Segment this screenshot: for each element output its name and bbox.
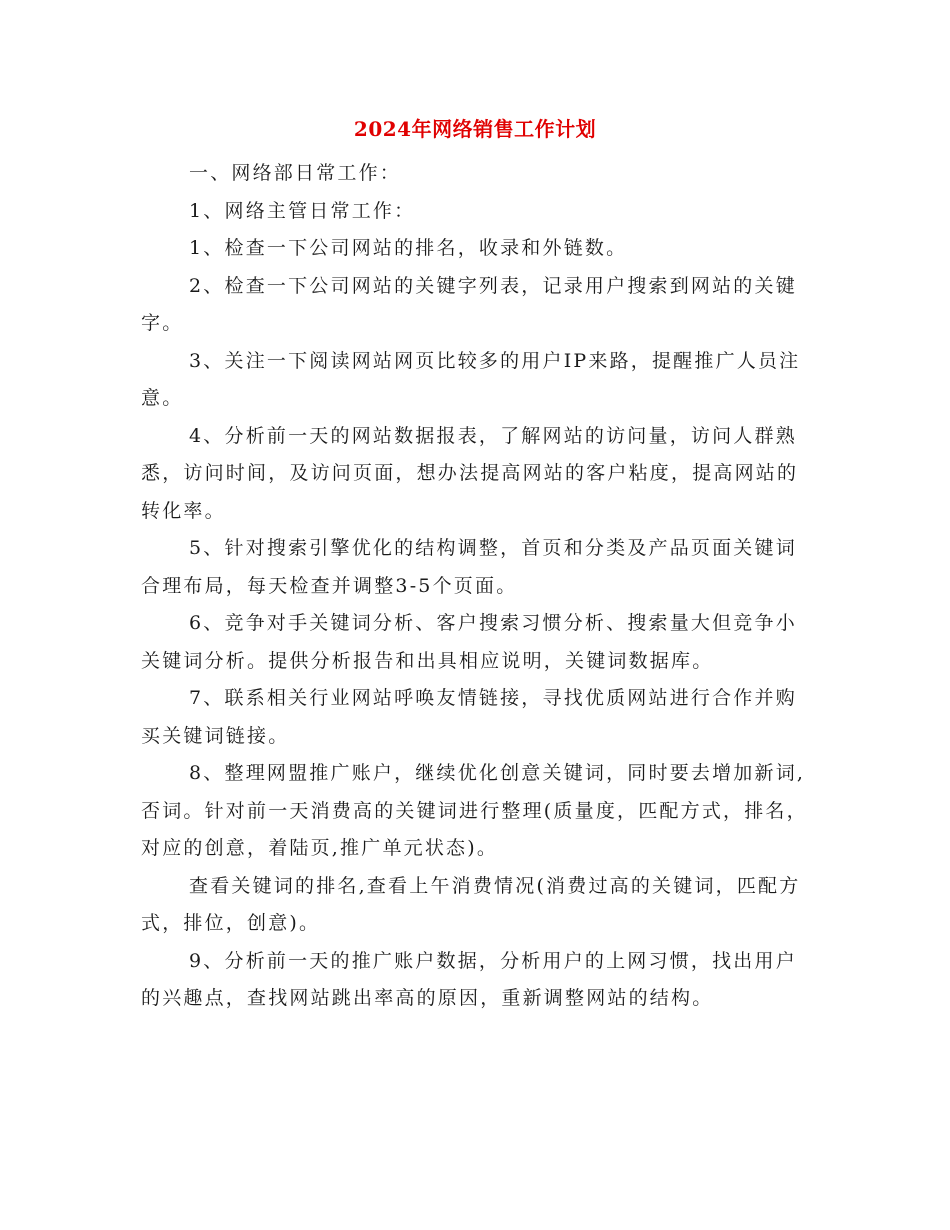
paragraph: 2、检查一下公司网站的关键字列表，记录用户搜索到网站的关键字。 xyxy=(141,274,797,334)
section-heading: 一、网络部日常工作： xyxy=(189,162,402,184)
paragraph: 5、针对搜索引擎优化的结构调整，首页和分类及产品页面关键词合理布局，每天检查并调整3-5个页面。 xyxy=(141,537,797,597)
paragraph: 查看关键词的排名,查看上午消费情况(消费过高的关键词，匹配方式，排位，创意)。 xyxy=(141,874,801,934)
paragraph: 9、分析前一天的推广账户数据，分析用户的上网习惯，找出用户的兴趣点，查找网站跳出率高的原因，重新调整网站的结构。 xyxy=(141,949,797,1009)
paragraph: 7、联系相关行业网站呼唤友情链接，寻找优质网站进行合作并购买关键词链接。 xyxy=(141,687,797,747)
document-body xyxy=(141,155,811,1018)
paragraph: 8、整理网盟推广账户，继续优化创意关键词，同时要去增加新词,否词。针对前一天消费高的关键词进行整理(质量度，匹配方式，排名，对应的创意，着陆页,推广单元状态)。 xyxy=(141,762,808,859)
paragraph: 3、关注一下阅读网站网页比较多的用户IP来路，提醒推广人员注意。 xyxy=(141,349,801,409)
paragraph: 6、竞争对手关键词分析、客户搜索习惯分析、搜索量大但竞争小关键词分析。提供分析报告和出具相应说明，关键词数据库。 xyxy=(141,612,797,672)
document-title: 2024年网络销售工作计划 xyxy=(353,117,597,141)
subsection-heading: 1、网络主管日常工作： xyxy=(189,199,416,222)
paragraph: 1、检查一下公司网站的排名，收录和外链数。 xyxy=(189,237,628,259)
paragraph: 4、分析前一天的网站数据报表，了解网站的访问量，访问人群熟悉，访问时间，及访问页面，想办法提高网站的客户粘度，提高网站的转化率。 xyxy=(141,424,799,522)
